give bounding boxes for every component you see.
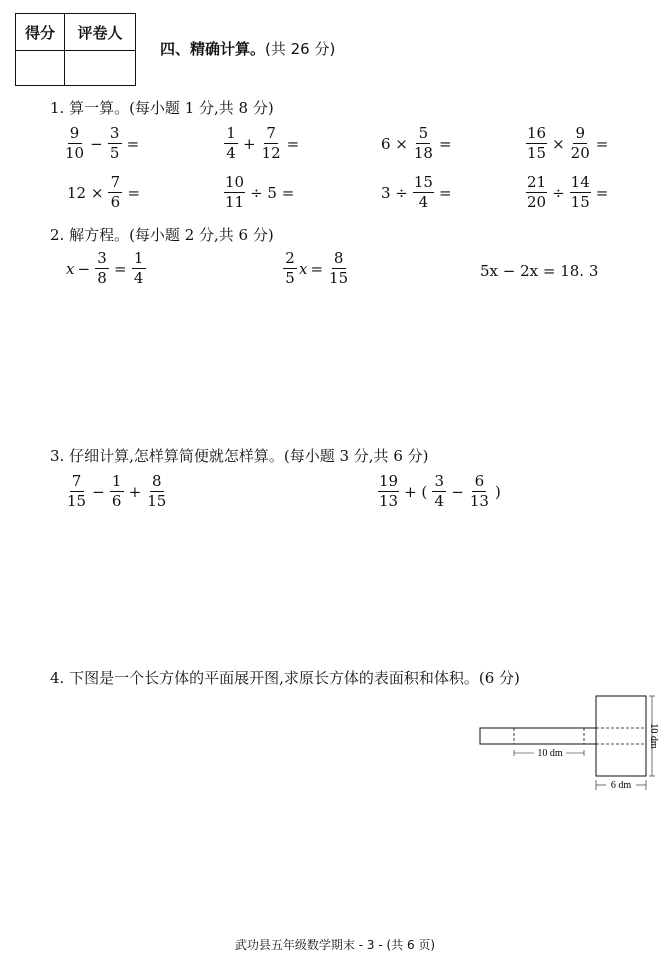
fraction: $\frac{7}{12}$ <box>261 124 281 162</box>
fraction: $\frac{15}{4}$ <box>413 173 433 211</box>
fraction: $\frac{1}{4}$ <box>224 126 238 161</box>
fraction: $\frac{10}{11}$ <box>225 173 245 211</box>
section-title-text: 四、精确计算。 <box>160 40 266 58</box>
fraction: $\frac{3}{5}$ <box>108 126 122 161</box>
q2-equation-2: $\frac{2}{5}$ x = $\frac{8}{15}$ <box>281 251 351 286</box>
score-label: 得分 <box>16 14 65 51</box>
fraction: $\frac{8}{15}$ <box>329 249 349 287</box>
cuboid-net-figure <box>476 690 660 796</box>
length-label: 10 dm <box>537 748 563 759</box>
section-points: (共 26 分) <box>265 40 336 58</box>
fraction: $\frac{9}{20}$ <box>570 124 590 162</box>
q1-item-7: 3 ÷ $\frac{15}{4}$ = <box>381 173 452 211</box>
q1-item-2: $\frac{1}{4}$ + $\frac{7}{12}$ = <box>222 126 302 161</box>
q3-heading: 3. 仔细计算,怎样算简便就怎样算。(每小题 3 分,共 6 分) <box>50 447 429 465</box>
score-cell[interactable] <box>16 51 65 86</box>
fraction: $\frac{3}{4}$ <box>432 474 446 509</box>
q1-item-5: 12 × $\frac{7}{6}$ = <box>67 173 141 211</box>
q1-item-4: $\frac{16}{15}$ × $\frac{9}{20}$ = <box>527 124 609 162</box>
q2-equation-3: 5x − 2x = 18. 3 <box>480 262 599 280</box>
fraction: $\frac{5}{18}$ <box>413 124 433 162</box>
fraction: $\frac{7}{15}$ <box>67 472 87 510</box>
fraction: $\frac{14}{15}$ <box>570 173 590 211</box>
score-box <box>15 13 136 86</box>
grader-cell[interactable] <box>65 51 136 86</box>
fraction: $\frac{21}{20}$ <box>527 173 547 211</box>
section-title <box>160 38 335 59</box>
fraction: $\frac{3}{8}$ <box>95 251 109 286</box>
q1-heading: 1. 算一算。(每小题 1 分,共 8 分) <box>50 99 274 117</box>
fraction: $\frac{6}{13}$ <box>469 472 489 510</box>
grader-label: 评卷人 <box>65 14 136 51</box>
q3-expression-1: $\frac{7}{15}$ − $\frac{1}{6}$ + $\frac{8}{15}$ <box>67 472 167 510</box>
q2-equation-1: x − $\frac{3}{8}$ = $\frac{1}{4}$ <box>66 251 148 286</box>
q1-item-6: $\frac{10}{11}$ ÷ 5 = <box>225 173 295 211</box>
net-face <box>596 696 646 776</box>
fraction: $\frac{7}{6}$ <box>108 175 122 210</box>
fraction: $\frac{1}{6}$ <box>110 474 124 509</box>
height-label: 10 dm <box>648 723 659 749</box>
fraction: $\frac{16}{15}$ <box>527 124 547 162</box>
width-label: 6 dm <box>610 780 632 791</box>
q2-heading: 2. 解方程。(每小题 2 分,共 6 分) <box>50 226 274 244</box>
page-footer: 武功县五年级数学期末 - 3 - (共 6 页) <box>234 938 436 952</box>
q1-item-1: $\frac{9}{10}$ − $\frac{3}{5}$ = <box>65 124 140 162</box>
fraction: $\frac{9}{10}$ <box>65 124 85 162</box>
fraction: $\frac{8}{15}$ <box>147 472 167 510</box>
q3-expression-2: $\frac{19}{13}$ + ( $\frac{3}{4}$ − $\frac{6}{13}$ ) <box>379 472 501 510</box>
fraction: $\frac{19}{13}$ <box>379 472 399 510</box>
net-strip <box>480 728 596 744</box>
q4-heading: 4. 下图是一个长方体的平面展开图,求原长方体的表面积和体积。(6 分) <box>50 669 520 687</box>
q1-item-3: 6 × $\frac{5}{18}$ = <box>381 124 452 162</box>
fraction: $\frac{2}{5}$ <box>283 251 297 286</box>
fraction: $\frac{1}{4}$ <box>132 251 146 286</box>
q1-item-8: $\frac{21}{20}$ ÷ $\frac{14}{15}$ = <box>527 173 609 211</box>
